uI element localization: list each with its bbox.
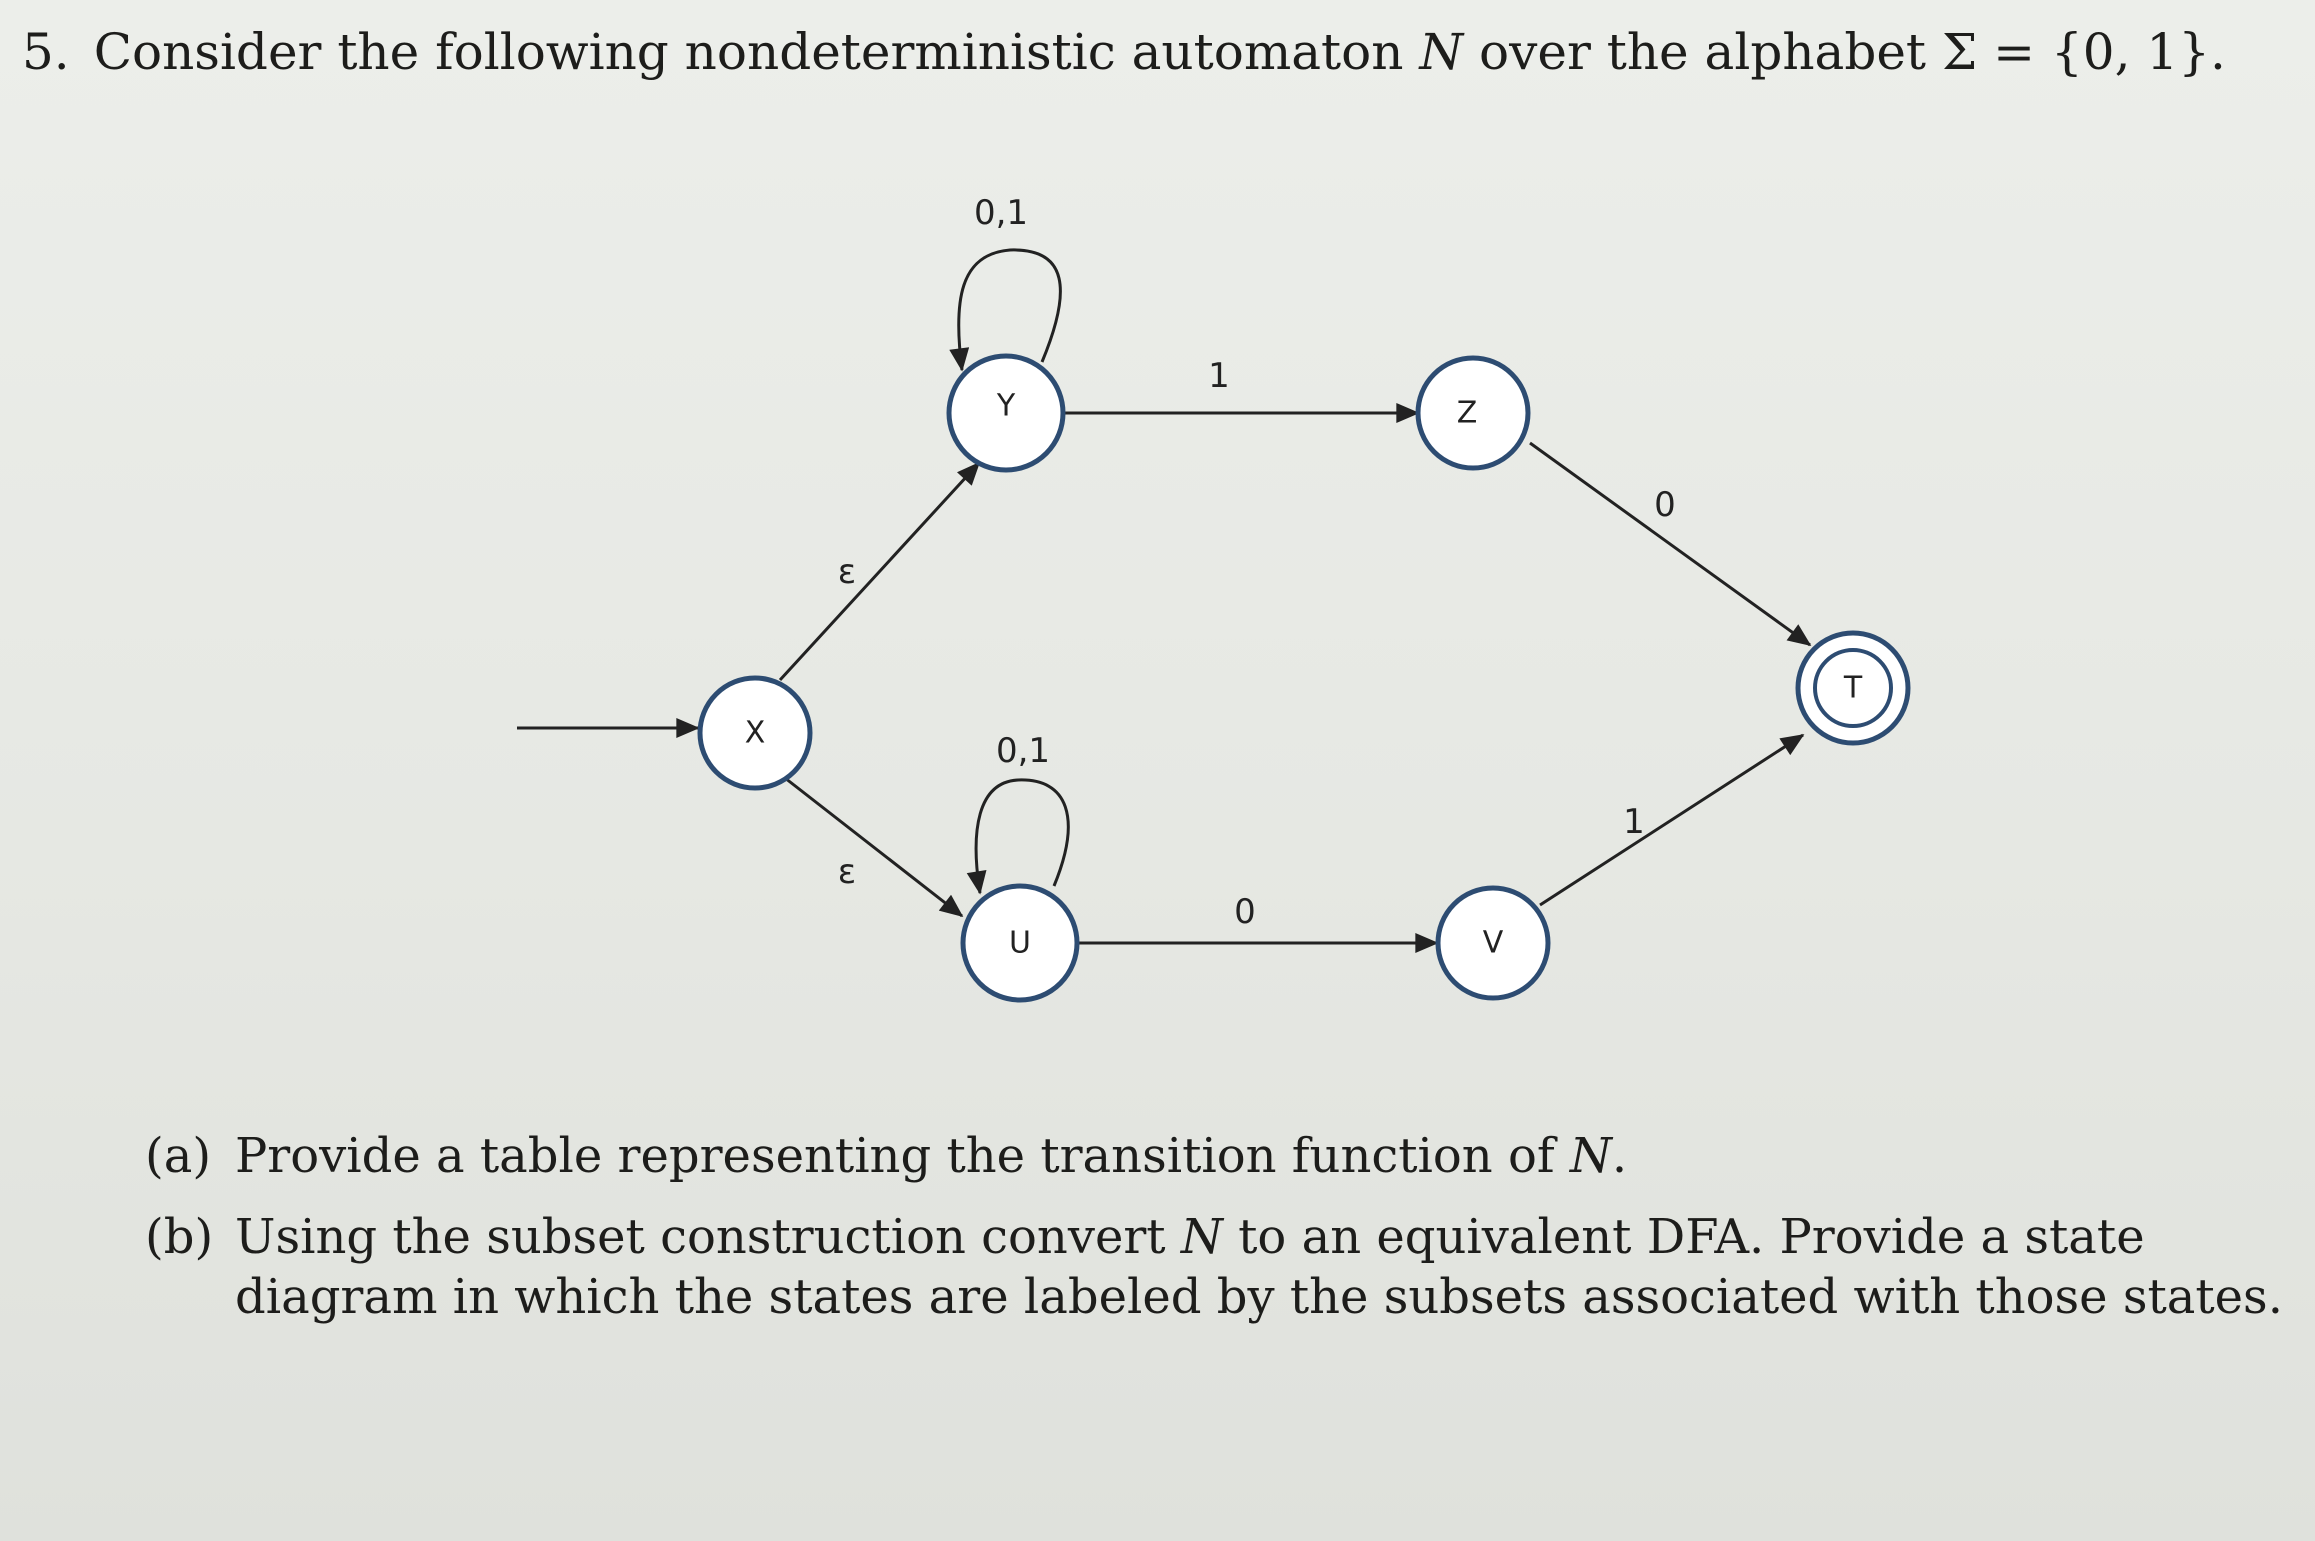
label-z-t: 0 [1654, 485, 1676, 525]
part-b-symbol: N [1180, 1209, 1223, 1265]
part-a-text: Provide a table representing the transition function of [235, 1128, 1555, 1184]
state-x-label: X [744, 715, 766, 751]
edge-x-y [780, 463, 979, 680]
state-u-label: U [1009, 925, 1031, 961]
part-b-body [235, 1207, 2315, 1327]
self-loop-y [959, 250, 1061, 370]
state-u [963, 886, 1077, 1000]
part-b-text1: Using the subset construction convert [235, 1209, 1166, 1265]
self-loop-u [976, 780, 1068, 893]
part-b-text2: to an equivalent DFA. Provide a state diagram in which the states are labeled by the subsets associated with those states. [235, 1209, 2283, 1325]
label-x-y: ε [837, 552, 857, 592]
state-z-label: Z [1456, 395, 1478, 431]
label-x-u: ε [837, 852, 857, 892]
part-b [145, 1207, 2295, 1337]
part-a-marker: (a) [145, 1128, 212, 1184]
label-u-v: 0 [1234, 892, 1256, 932]
question-number: 5. [22, 23, 70, 81]
question-text-middle: over the alphabet [1479, 23, 1927, 81]
state-y [949, 356, 1063, 470]
part-a-symbol: N [1569, 1128, 1612, 1184]
part-a-body [235, 1126, 2315, 1186]
state-v [1438, 888, 1548, 998]
label-y-loop: 0,1 [973, 193, 1029, 233]
edge-z-t [1530, 443, 1810, 645]
edge-x-u [785, 778, 962, 916]
state-v-label: V [1482, 925, 1504, 961]
label-y-z: 1 [1208, 356, 1230, 396]
state-t-label: T [1843, 670, 1863, 706]
edge-v-t [1540, 735, 1803, 905]
part-b-marker: (b) [145, 1209, 214, 1265]
part-a-end: . [1611, 1128, 1628, 1184]
label-v-t: 1 [1623, 802, 1645, 842]
state-z [1418, 358, 1528, 468]
part-a [145, 1126, 2295, 1196]
label-u-loop: 0,1 [995, 731, 1051, 771]
question-text-before: Consider the following nondeterministic automaton [93, 23, 1404, 81]
state-t-accepting [1798, 633, 1908, 743]
automaton-symbol: N [1419, 23, 1464, 81]
alphabet-expression: Σ = {0, 1}. [1941, 23, 2226, 81]
state-y-label: Y [996, 388, 1016, 424]
state-x [700, 678, 810, 788]
